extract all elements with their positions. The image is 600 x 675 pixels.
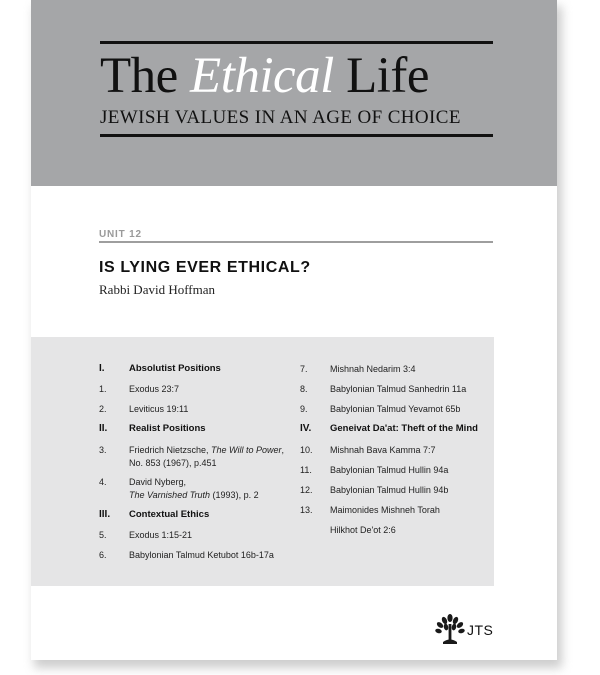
author-name: Rabbi David Hoffman — [99, 282, 216, 297]
toc-text-line2: The Varnished Truth (1993), p. 2 — [129, 490, 259, 500]
toc-text: Contextual Ethics — [129, 509, 210, 520]
table-of-contents — [31, 337, 494, 586]
toc-number: 13. — [300, 505, 313, 515]
toc-text: Realist Positions — [129, 423, 206, 434]
toc-text-line2: No. 853 (1967), p.451 — [129, 458, 217, 468]
toc-text: Exodus 23:7 — [129, 384, 180, 394]
toc-text: Geneivat Da'at: Theft of the Mind — [330, 423, 478, 434]
toc-number: 10. — [300, 445, 313, 455]
title-part-2: Life — [333, 48, 430, 104]
toc-number: 6. — [99, 550, 107, 560]
toc-number: 9. — [300, 404, 308, 414]
toc-number: IV. — [300, 423, 312, 434]
toc-text: Babylonian Talmud Hullin 94a — [330, 465, 449, 475]
publication-subtitle: JEWISH VALUES IN AN AGE OF CHOICE — [100, 107, 461, 128]
toc-number: II. — [99, 423, 108, 434]
toc-number: 4. — [99, 477, 107, 487]
header-rule-bottom — [100, 134, 493, 137]
title-part-1: The — [100, 48, 191, 104]
toc-number: 12. — [300, 485, 313, 495]
toc-number: 2. — [99, 404, 107, 414]
toc-text: Mishnah Nedarim 3:4 — [330, 364, 416, 374]
publication-title — [100, 48, 493, 104]
toc-number: 7. — [300, 364, 308, 374]
toc-text: Babylonian Talmud Yevamot 65b — [330, 404, 461, 414]
toc-text: Mishnah Bava Kamma 7:7 — [330, 445, 436, 455]
toc-text: Leviticus 19:11 — [129, 404, 189, 414]
toc-text: Maimonides Mishneh Torah — [330, 505, 440, 515]
unit-divider — [99, 241, 493, 243]
toc-text: Babylonian Talmud Sanhedrin 11a — [330, 384, 467, 394]
toc-text: David Nyberg, — [129, 477, 187, 487]
toc-text: Babylonian Talmud Hullin 94b — [330, 485, 449, 495]
toc-number: 3. — [99, 445, 107, 455]
tree-of-life-icon — [435, 613, 465, 645]
logo-text: JTS — [467, 622, 494, 638]
toc-text: Absolutist Positions — [129, 363, 221, 374]
jts-logo — [435, 613, 495, 647]
toc-number: I. — [99, 363, 105, 374]
toc-number: 1. — [99, 384, 107, 394]
toc-text: Friedrich Nietzsche, The Will to Power, — [129, 445, 284, 455]
header-banner — [31, 0, 557, 186]
toc-text: Exodus 1:15-21 — [129, 530, 193, 540]
toc-number: 8. — [300, 384, 308, 394]
title-emphasis: Ethical — [190, 48, 334, 104]
header-rule-top — [100, 41, 493, 44]
toc-number: 5. — [99, 530, 107, 540]
toc-text-line2: Hilkhot De'ot 2:6 — [330, 525, 396, 535]
toc-number: 11. — [300, 465, 312, 475]
unit-label: UNIT 12 — [99, 229, 142, 240]
toc-text: Babylonian Talmud Ketubot 16b-17a — [129, 550, 274, 560]
cover-page — [31, 0, 557, 660]
lesson-title: IS LYING EVER ETHICAL? — [99, 259, 311, 276]
toc-number: III. — [99, 509, 111, 520]
